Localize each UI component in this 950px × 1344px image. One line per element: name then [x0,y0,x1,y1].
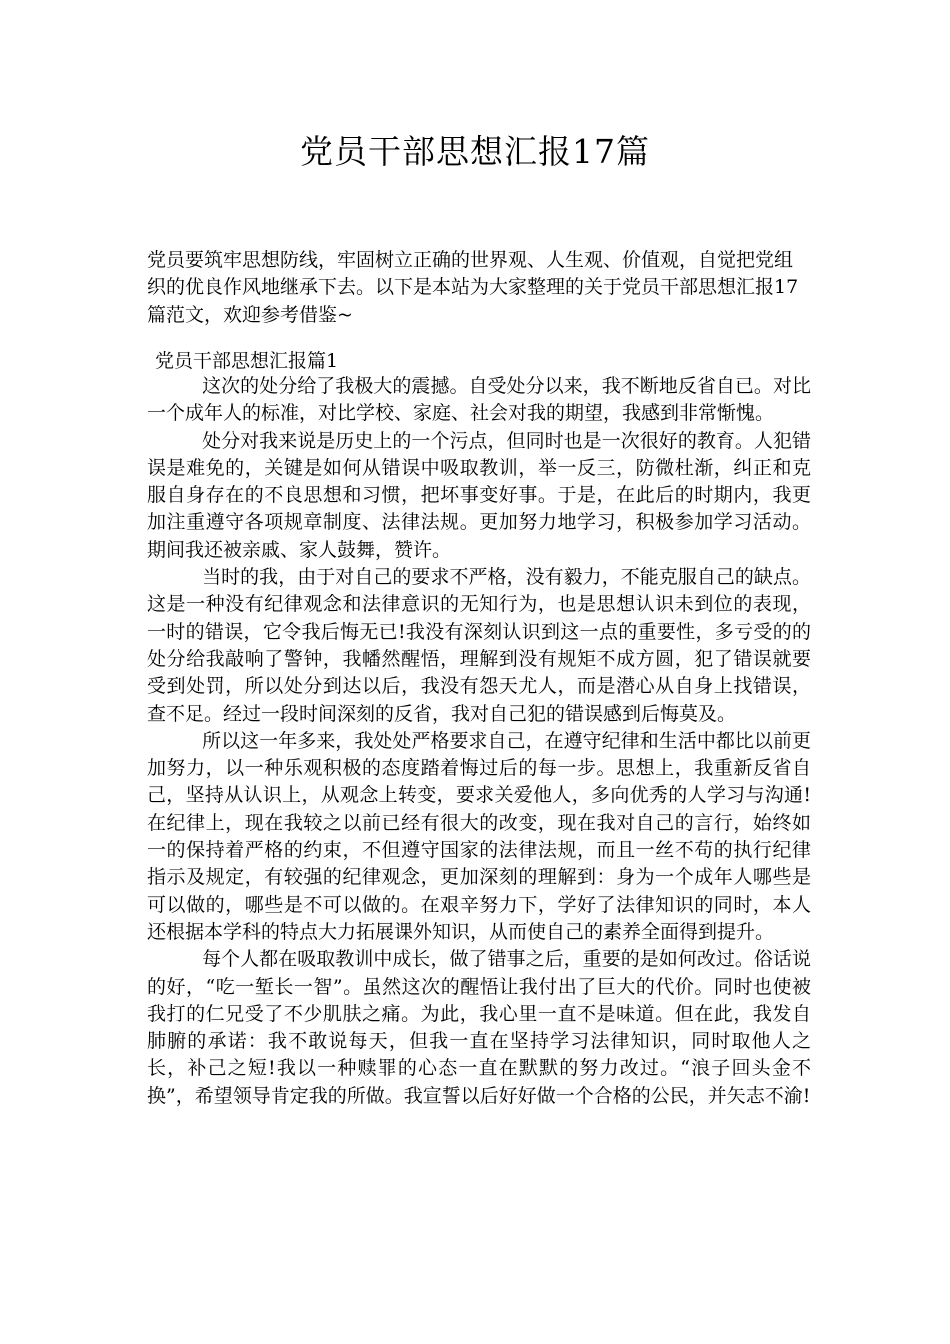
page-title: 党员干部思想汇报17篇 [300,132,650,171]
intro-paragraph: 党员要筑牢思想防线，牢固树立正确的世界观、人生观、价值观，自觉把党组织的优良作风地继承下去。以下是本站为大家整理的关于党员干部思想汇报17篇范文，欢迎参考借鉴~ [147,249,799,326]
body-text [147,373,811,1110]
body-paragraph: 处分对我来说是历史上的一个污点，但同时也是一次很好的教育。人犯错误是难免的，关键是如何从错误中吸取教训，举一反三，防微杜渐，纠正和克服自身存在的不良思想和习惯，把坏事变好事。于是，在此后的时期内，我更加注重遵守各项规章制度、法律法规。更加努力地学习，积极参加学习活动。期间我还被亲戚、家人鼓舞，赞许。 [147,429,811,561]
body-paragraph: 每个人都在吸取教训中成长，做了错事之后，重要的是如何改过。俗话说的好，“吃一堑长一智”。虽然这次的醒悟让我付出了巨大的代价。同时也使被我打的仁兄受了不少肌肤之痛。为此，我心里一直不是味道。但在此，我发自肺腑的承诺：我不敢说每天，但我一直在坚持学习法律知识，同时取他人之长，补己之短!我以一种赎罪的心态一直在默默的努力改过。“浪子回头金不换”，希望领导肯定我的所做。我宣誓以后好好做一个合格的公民，并矢志不渝! [147,948,811,1107]
body-paragraph: 所以这一年多来，我处处严格要求自己，在遵守纪律和生活中都比以前更加努力，以一种乐观积极的态度踏着悔过后的每一步。思想上，我重新反省自己，坚持从认识上，从观念上转变，要求关爱他人，多向优秀的人学习与沟通!在纪律上，现在我较之以前已经有很大的改变，现在我对自己的言行，始终如一的保持着严格的约束，不但遵守国家的法律法规，而且一丝不苟的执行纪律指示及规定，有较强的纪律观念，更加深刻的理解到：身为一个成年人哪些是可以做的，哪些是不可以做的。在艰辛努力下，学好了法律知识的同时，本人还根据本学科的特点大力拓展课外知识，从而使自己的素养全面得到提升。 [147,729,811,943]
body-paragraph: 这次的处分给了我极大的震撼。自受处分以来，我不断地反省自已。对比一个成年人的标准，对比学校、家庭、社会对我的期望，我感到非常惭愧。 [147,375,811,425]
body-paragraph: 当时的我，由于对自己的要求不严格，没有毅力，不能克服自己的缺点。这是一种没有纪律观念和法律意识的无知行为，也是思想认识未到位的表现，一时的错误，它令我后悔无已!我没有深刻认识到这一点的重要性，多亏受的的处分给我敲响了警钟，我幡然醒悟，理解到没有规矩不成方圆，犯了错误就要受到处罚，所以处分到达以后，我没有怨天尤人，而是潜心从自身上找错误，查不足。经过一段时间深刻的反省，我对自己犯的错误感到后悔莫及。 [147,566,811,725]
section-heading: 党员干部思想汇报篇1 [155,350,339,372]
